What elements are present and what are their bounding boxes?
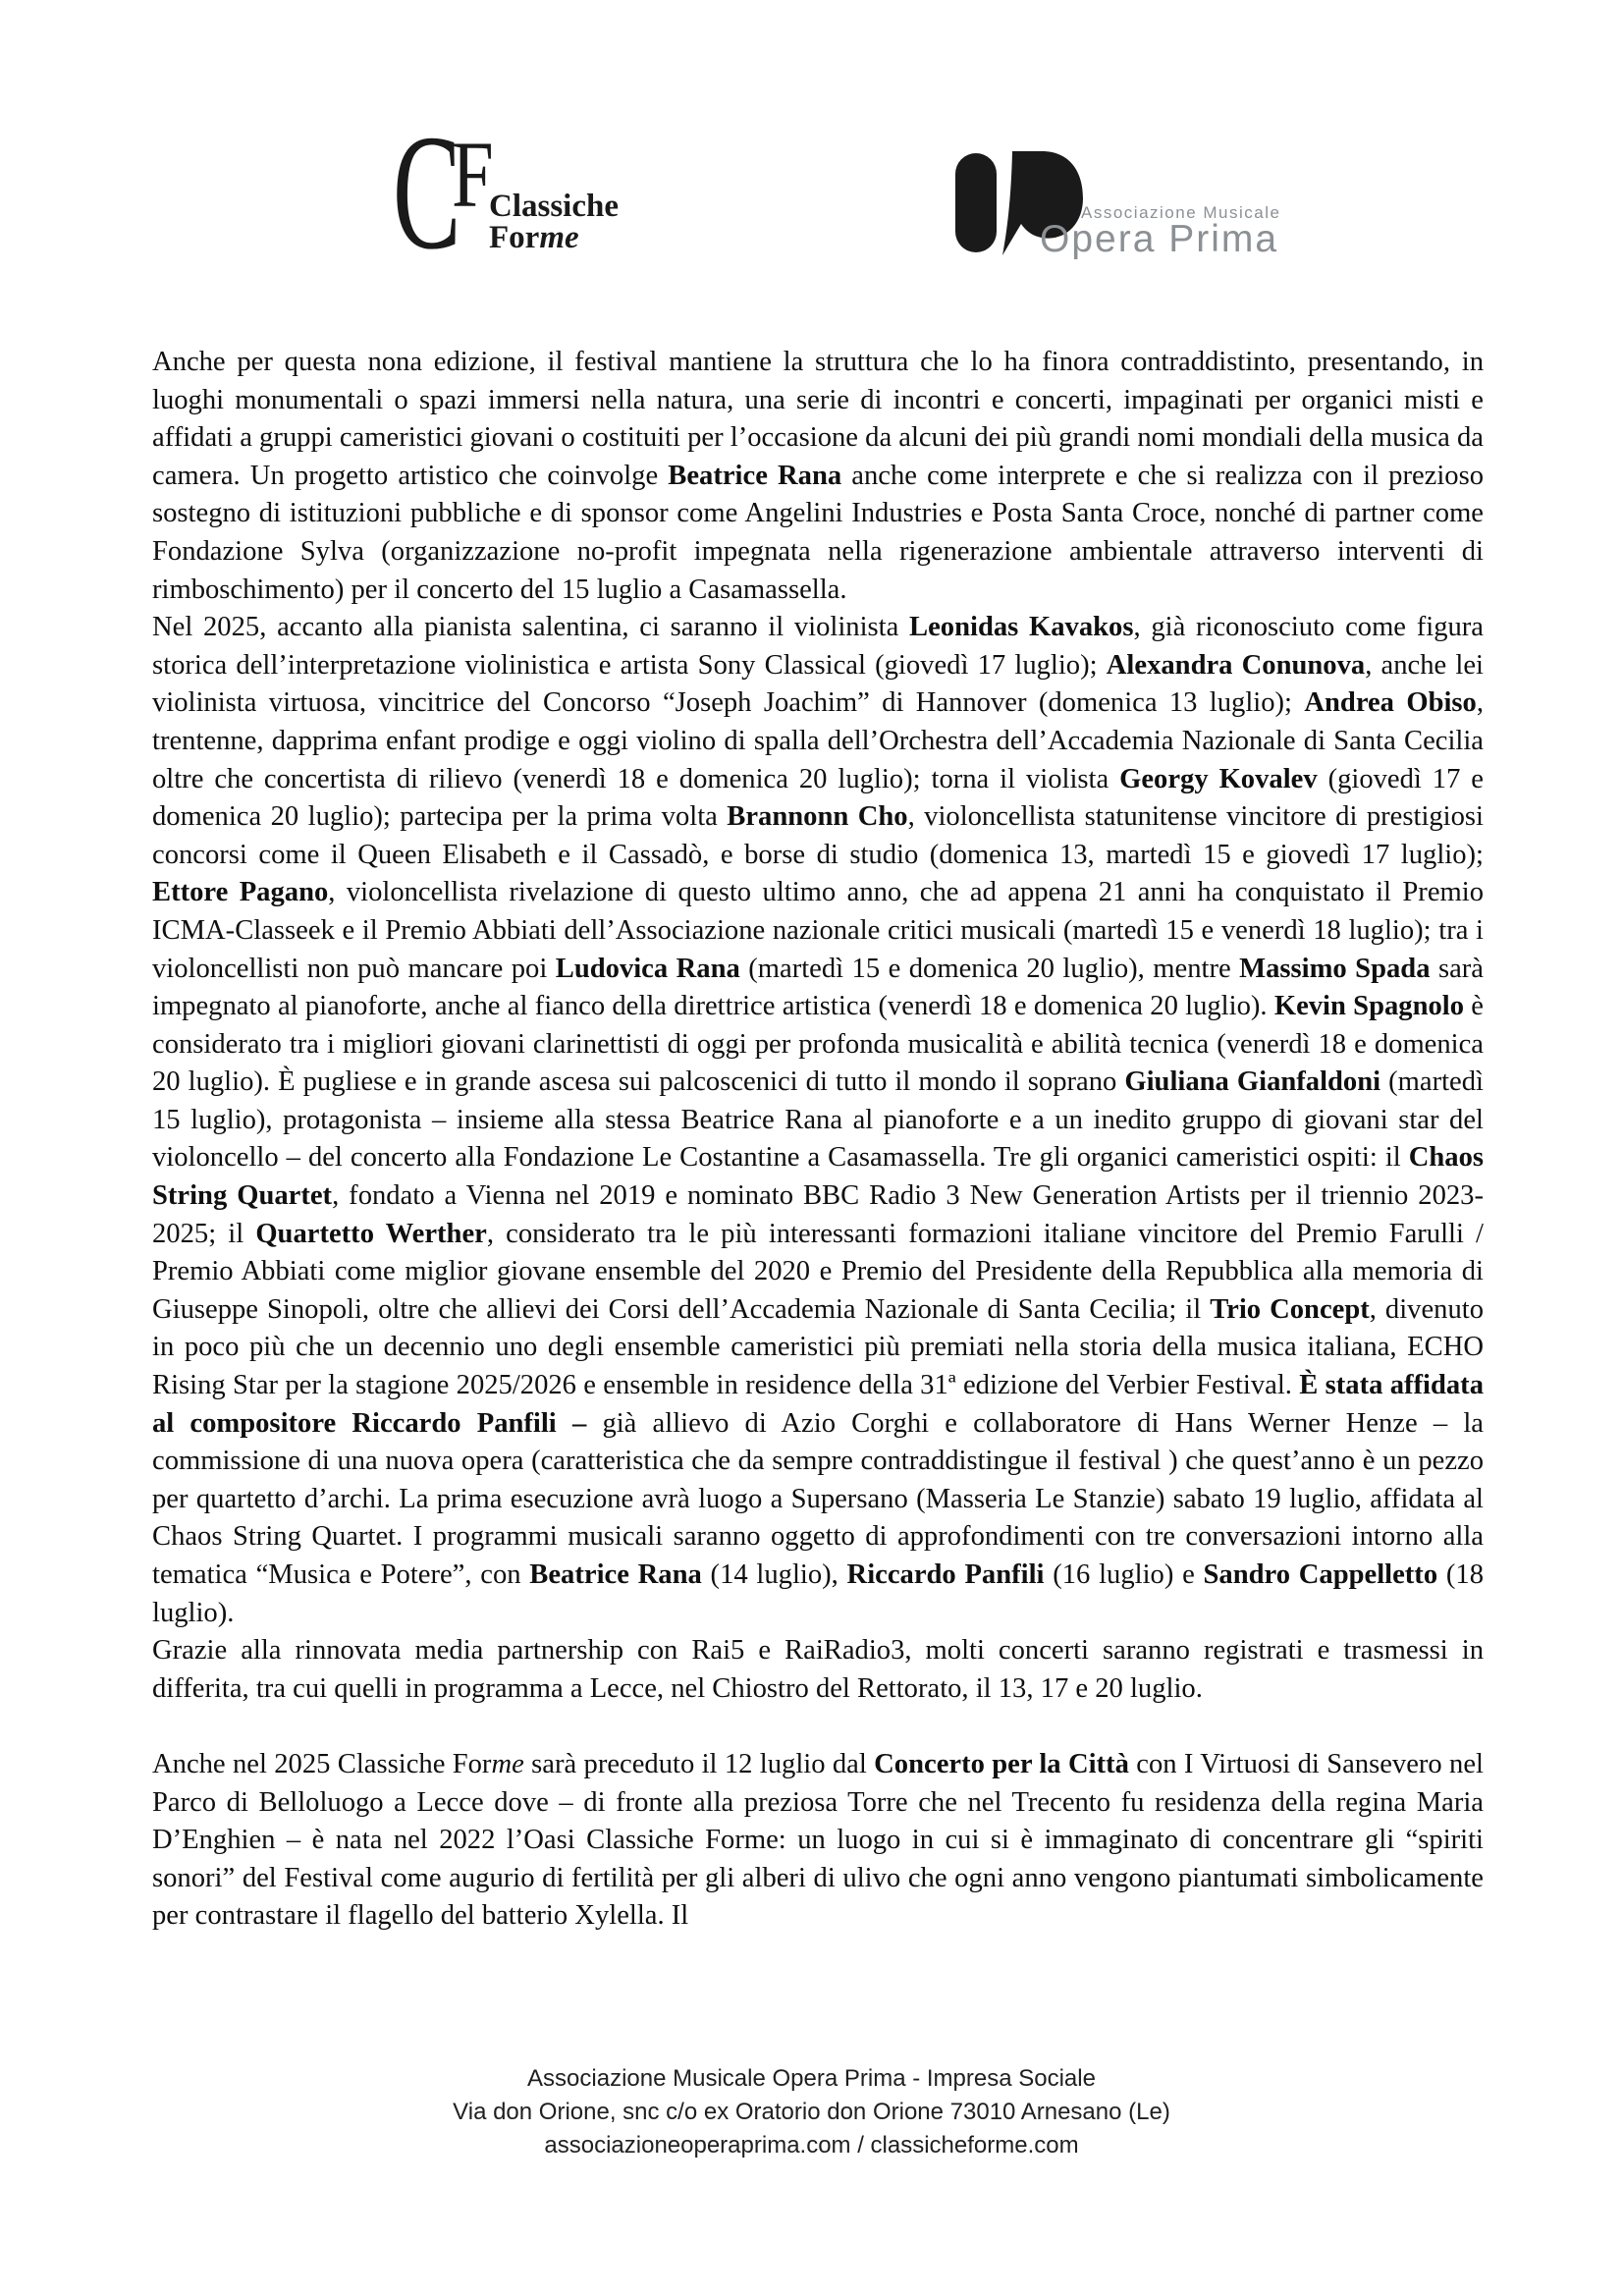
footer-line-organization: Associazione Musicale Opera Prima - Impresa Sociale xyxy=(527,2065,1096,2092)
paragraph-4: Anche nel 2025 Classiche Forme sarà preceduto il 12 luglio dal Concerto per la Città con I Virtuosi di Sansevero nel Parco di Belloluogo a Lecce dove – di fronte alla preziosa Torre che nel Trecento fu residenza della regina Maria D’Enghien – è nata nel 2022 l’Oasi Classiche Forme: un luogo in cui si è immaginato di concentrare gli “spiriti sonori” del Festival come augurio di fertilità per gli alberi di ulivo che ogni anno vengono piantumati simbolicamente per contrastare il flagello del batterio Xylella. Il xyxy=(152,1748,1484,1932)
opera-prima-subtitle: Associazione Musicale xyxy=(1081,203,1281,222)
classiche-forme-logo xyxy=(393,101,658,284)
footer xyxy=(0,2062,1623,2162)
cf-monogram-f-icon: F xyxy=(452,122,494,227)
classiche-forme-line2: Forme xyxy=(489,220,579,255)
classiche-forme-wordmark xyxy=(489,191,619,253)
classiche-forme-line1: Classiche xyxy=(489,189,619,224)
body-text xyxy=(152,344,1484,1936)
opera-prima-wordmark: Opera Prima xyxy=(1040,218,1279,260)
footer-line-websites: associazioneoperaprima.com / classicheforme.com xyxy=(544,2132,1079,2159)
paragraph-1: Anche per questa nona edizione, il festival mantiene la struttura che lo ha finora contraddistinto, presentando, in luoghi monumentali o spazi immersi nella natura, una serie di incontri e concerti, impaginati per organici misti e affidati a gruppi cameristici giovani o costituiti per l’occasione da alcuni dei più grandi nomi mondiali della musica da camera. Un progetto artistico che coinvolge Beatrice Rana anche come interprete e che si realizza con il prezioso sostegno di istituzioni pubbliche e di sponsor come Angelini Industries e Posta Santa Croce, nonché di partner come Fondazione Sylva (organizzazione no-profit impegnata nella rigenerazione ambientale attraverso interventi di rimboschimento) per il concerto del 15 luglio a Casamassella. xyxy=(152,347,1485,605)
footer-line-address: Via don Orione, snc c/o ex Oratorio don Orione 73010 Arnesano (Le) xyxy=(453,2099,1170,2125)
paragraph-3: Grazie alla rinnovata media partnership con Rai5 e RaiRadio3, molti concerti saranno registrati e trasmessi in differita, tra cui quelli in programma a Lecce, nel Chiostro del Rettorato, il 13, 17 e 20 luglio. xyxy=(152,1635,1484,1704)
opera-prima-logo xyxy=(955,147,1289,265)
cf-monogram-c-icon: C xyxy=(393,101,461,284)
paragraph-2: Nel 2025, accanto alla pianista salentina, ci saranno il violinista Leonidas Kavakos, già riconosciuto come figura storica dell’interpretazione violinistica e artista Sony Classical (giovedì 17 luglio); Alexandra Conunova, anche lei violinista virtuosa, vincitrice del Concorso “Joseph Joachim” di Hannover (domenica 13 luglio); Andrea Obiso, trentenne, dapprima enfant prodige e oggi violino di spalla dell’Orchestra dell’Accademia Nazionale di Santa Cecilia oltre che concertista di rilievo (venerdì 18 e domenica 20 luglio); torna il violista Georgy Kovalev (giovedì 17 e domenica 20 luglio); partecipa per la prima volta Brannonn Cho, violoncellista statunitense vincitore di prestigiosi concorsi come il Queen Elisabeth e il Cassadò, e borse di studio (domenica 13, martedì 15 e giovedì 17 luglio); Ettore Pagano, violoncellista rivelazione di questo ultimo anno, che ad appena 21 anni ha conquistato il Premio ICMA-Classeek e il Premio Abbiati dell’Associazione nazionale critici musicali (martedì 15 e venerdì 18 luglio); tra i violoncellisti non può mancare poi Ludovica Rana (martedì 15 e domenica 20 luglio), mentre Massimo Spada sarà impegnato al pianoforte, anche al fianco della direttrice artistica (venerdì 18 e domenica 20 luglio). Kevin Spagnolo è considerato tra i migliori giovani clarinettisti di oggi per profonda musicalità e abilità tecnica (venerdì 18 e domenica 20 luglio). È pugliese e in grande ascesa sui palcoscenici di tutto il mondo il soprano Giuliana Gianfaldoni (martedì 15 luglio), protagonista – insieme alla stessa Beatrice Rana al pianoforte e a un inedito gruppo di giovani star del violoncello – del concerto alla Fondazione Le Costantine a Casamassella. Tre gli organici cameristici ospiti: il Chaos String Quartet, fondato a Vienna nel 2019 e nominato BBC Radio 3 New Generation Artists per il triennio 2023-2025; il Quartetto Werther, considerato tra le più interessanti formazioni italiane vincitore del Premio Farulli / Premio Abbiati come miglior giovane ensemble del 2020 e Premio del Presidente della Repubblica alla memoria di Giuseppe Sinopoli, oltre che allievi dei Corsi dell’Accademia Nazionale di Santa Cecilia; il Trio Concept, divenuto in poco più che un decennio uno degli ensemble cameristici più premiati nella storia della musica italiana, ECHO Rising Star per la stagione 2025/2026 e ensemble in residence della 31ª edizione del Verbier Festival. È stata affidata al compositore Riccardo Panfili – già allievo di Azio Corghi e collaboratore di Hans Werner Henze – la commissione di una nuova opera (caratteristica che da sempre contraddistingue il festival ) che quest’anno è un pezzo per quartetto d’archi. La prima esecuzione avrà luogo a Supersano (Masseria Le Stanzie) sabato 19 luglio, affidata al Chaos String Quartet. I programmi musicali saranno oggetto di approfondimenti con tre conversazioni intorno alla tematica “Musica e Potere”, con Beatrice Rana (14 luglio), Riccardo Panfili (16 luglio) e Sandro Cappelletto (18 luglio). xyxy=(152,612,1485,1628)
